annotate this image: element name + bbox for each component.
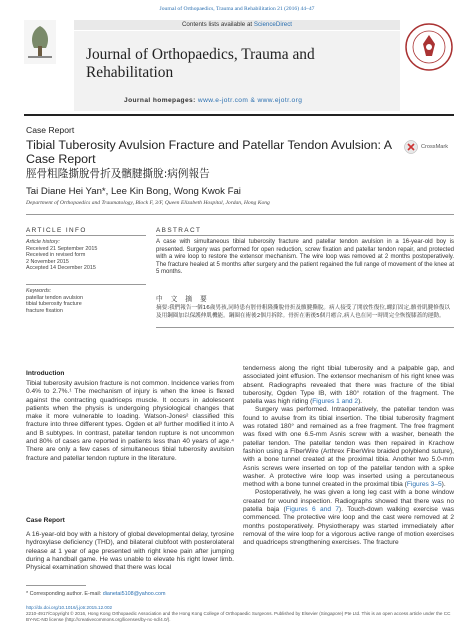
revised-date: 2 November 2015 (26, 258, 69, 265)
keyword-item: fracture fixation (26, 307, 63, 314)
keyword-item: patellar tendon avulsion (26, 294, 83, 301)
divider (156, 235, 454, 236)
case-report-text: A 16-year-old boy with a history of global developmental delay, tyrosine hydroxylase deficiency (THD), and bilateral clubfoot with posterolateral release at 1 year of age presented with right knee pain after jumping during a handball game. He was unable to elevate his right lower limb. Physical examination showed that there was local (26, 531, 234, 572)
accepted-date: Accepted 14 December 2015 (26, 265, 96, 272)
article-type: Case Report (26, 125, 75, 135)
paragraph: Postoperatively, he was given a long leg cast with a bone window created for wound inspection. Radiographs showed that there was no patella baja (Figures 6 and 7). Touch-down walking exercise was commenced. The protective wire loop and the cast were removed at 2 months postoperatively. Physiotherapy was started immediately after removal of the wire loop for a vigorous active range of motion exercises and quadriceps strengthening exercises. The fracture (243, 489, 455, 547)
crossmark-label: CrossMark (421, 144, 449, 150)
keywords (26, 288, 146, 314)
email-link[interactable]: dianetai5108@yahoo.com (102, 591, 166, 597)
elsevier-logo (24, 20, 56, 64)
history-label: Article history: (26, 239, 60, 245)
crossmark-badge[interactable] (404, 138, 464, 158)
running-head: Journal of Orthopaedics, Trauma and Rehabilitation 21 (2016) 44–47 (159, 6, 315, 12)
homepage-link[interactable]: www.e-jotr.com & www.ejotr.org (197, 97, 303, 104)
introduction-text: Tibial tuberosity avulsion fracture is not common. Incidence varies from 0.4% to 2.7%.¹ The mechanism of injury is when the knee is flexed against the contracting quadriceps muscle. It occurs in adolescent patients when the physis is undergoing physiological changes that make it more vulnerable to loading. Watson-Jones² classified this fracture into three different types. Ogden et al³ further modified it into A and B subtypes. In contrast, patellar tendon rupture is not uncommon and 80% of cases are reported in patients less than 40 years of age.⁴ There are only a few cases of simultaneous tibial tuberosity avulsion fracture and patellar tendon rupture in the literature. (26, 380, 234, 462)
right-column-text (243, 365, 454, 548)
case-report-heading: Case Report (26, 517, 65, 524)
article-title: Tibial Tuberosity Avulsion Fracture and Patellar Tendon Avulsion: A Case Report (26, 138, 392, 166)
received-date: Received 21 September 2015 (26, 245, 98, 252)
abstract-text: A case with simultaneous tibial tuberosity fracture and patellar tendon avulsion in a 16-year-old boy is presented. Surgery was performed for open reduction, screw fixation and patellar tendon repair, and protected with a wire loop to restore the extensor mechanism. The wire loop was removed at 2 months postoperatively. The fracture healed at 5 months after surgery and the patient regained the full range of movement of the knee at 5 months. (156, 239, 454, 276)
masthead-rule (24, 114, 454, 116)
figure-link[interactable]: Figures 1 and 2 (312, 398, 359, 406)
keyword-item: tibial tuberosity fracture (26, 301, 82, 308)
crossmark-icon (404, 140, 418, 154)
authors: Tai Diane Hei Yan*, Lee Kin Bong, Wong Kwok Fai (26, 186, 241, 197)
divider (26, 214, 454, 215)
contents-prefix: Contents lists available at (181, 21, 254, 28)
figure-link[interactable]: Figures 3–5 (406, 481, 442, 489)
chinese-abstract-text: 摘要:我們報告一個16歲男孩,同時患有脛骨粗隆撕脫骨折及髕腱撕脫。病人接受了開放性復位,螺釘固定,髕骨肌腱修復以及用鋼圈加以保護伸肌機能。鋼圈在術後2個月拆除。骨折在術後5個月癒合,病人也在同一時間完全恢復膝蓋的運動。 (156, 305, 451, 319)
article-title-chinese: 脛骨粗隆撕脫骨折及髕腱撕脫:病例報告 (26, 168, 210, 180)
introduction-heading: Introduction (26, 370, 65, 377)
corresponding-author: * Corresponding author. E-mail: dianetai5108@yahoo.com (26, 591, 166, 597)
journal-title: Journal of Orthopaedics, Trauma and Rehabilitation (86, 46, 315, 81)
sciencedirect-link[interactable]: ScienceDirect (253, 21, 293, 28)
keywords-label: Keywords: (26, 288, 52, 294)
divider (26, 284, 146, 285)
chinese-abstract-heading: 中 文 摘 要 (156, 295, 210, 303)
revised-label: Received in revised form (26, 252, 86, 259)
paragraph: Surgery was performed. Intraoperatively, the patellar tendon was found to avulse from its tibial insertion. The tibial tuberosity fragment was rotated 180° and remained as a free fragment. The free fragment was fixed with one 6.5-mm Asnis screw with a washer, beneath the patellar tendon. The patellar tendon was then repaired in Krachow fashion using a FiberWire (Arthrex FiberWire braided polyblend suture), with a bone tunnel created at the proximal tibia. Another two 5.0-mm Asnis screws were inserted on top of the patellar tendon with a spike washer. A protective wire loop was inserted using a percutaneous method with a bone tunnel created in the proximal tibia (Figures 3–5). (243, 406, 454, 489)
doi-license (26, 605, 456, 623)
divider (26, 235, 146, 236)
license-text: 2210-4917/Copyright © 2016, Hong Kong Orthopaedic Association and the Hong Kong College of Orthopaedic Surgeons. Published by Elsevier (Singapore) Pte Ltd. This is an open access article under the CC BY-NC-ND license (http://creativecommons.org/licenses/by-nc-nd/4.0/). (26, 611, 451, 622)
journal-homepages (124, 97, 384, 104)
contents-bar (74, 20, 400, 30)
affiliation: Department of Orthopaedics and Traumatology, Block F, 3/F, Queen Elizabeth Hospital, Jordan, Hong Kong (26, 200, 270, 206)
doi-link[interactable]: http://dx.doi.org/10.1016/j.jotr.2015.12.002 (26, 605, 113, 610)
article-history (26, 239, 146, 272)
abstract-heading: ABSTRACT (156, 227, 202, 234)
article-info-heading: ARTICLE INFO (26, 227, 87, 234)
divider (156, 327, 454, 328)
homepage-label: Journal homepages: (124, 97, 198, 104)
college-seal-logo (404, 22, 454, 72)
figure-link[interactable]: Figures 6 and 7 (285, 506, 340, 514)
footnote-rule (26, 585, 86, 586)
paragraph: tenderness along the right tibial tuberosity and a palpable gap, and associated joint effusion. The extensor mechanism of his right knee was absent. Radiographs revealed that there was fracture of the tibial tuberosity, Ogden Type IB, with 180° rotation of the fragment. The patella was high riding (Figures 1 and 2). (243, 365, 454, 406)
